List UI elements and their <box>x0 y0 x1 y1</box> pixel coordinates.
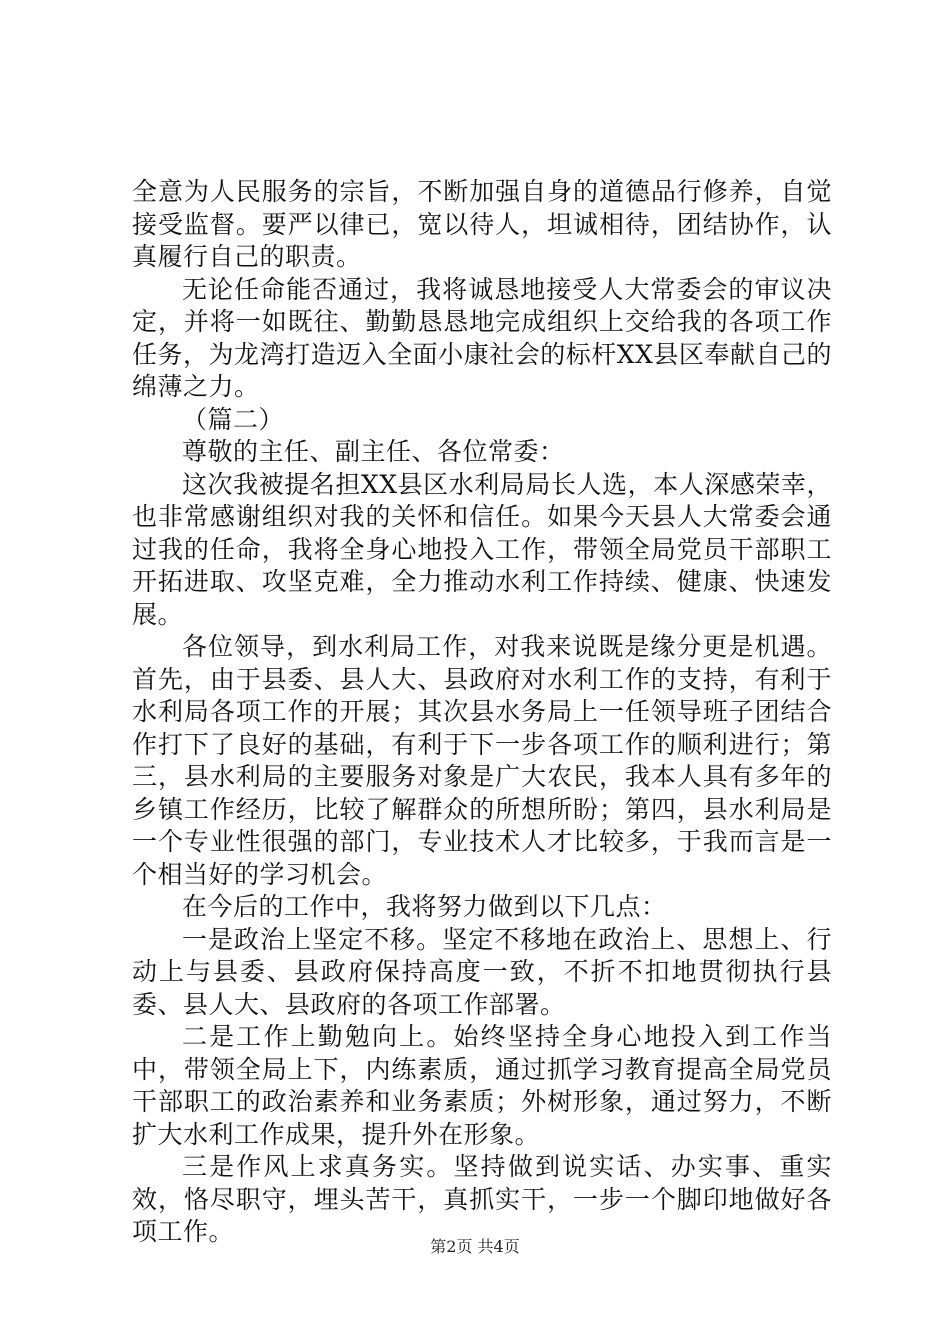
paragraph-appointment-statement: 无论任命能否通过，我将诚恳地接受人大常委会的审议决定，并将一如既往、勤勤恳恳地完成组织上交给我的各项工作任务，为龙湾打造迈入全面小康社会的标杆XX县区奉献自己的绵薄之力。 <box>132 274 832 401</box>
paragraph-intro-points: 在今后的工作中，我将努力做到以下几点： <box>182 892 667 921</box>
paragraph-opportunity: 各位领导，到水利局工作，对我来说既是缘分更是机遇。首先，由于县委、县人大、县政府对水利工作的支持，有利于水利局各项工作的开展；其次县水务局上一任领导班子团结合作打下了良好的基础，有利于下一步各项工作的顺利进行；第三，县水利局的主要服务对象是广大农民，我本人具有多年的乡镇工作经历，比较了解群众的所想所盼；第四，县水利局是一个专业性很强的部门，专业技术人才比较多，于我而言是一个相当好的学习机会。 <box>132 632 832 889</box>
paragraph-point-one: 一是政治上坚定不移。坚定不移地在政治上、思想上、行动上与县委、县政府保持高度一致，不折不扣地贯彻执行县委、县人大、县政府的各项工作部署。 <box>132 924 832 1019</box>
page-number: 第2页 共4页 <box>430 1237 520 1256</box>
section-heading-part-two: （篇二） <box>182 404 285 434</box>
document-body <box>132 176 832 1249</box>
paragraph-continuation: 全意为人民服务的宗旨，不断加强自身的道德品行修养，自觉接受监督。要严以律已，宽以待人，坦诚相待，团结协作，认真履行自己的职责。 <box>132 177 832 271</box>
paragraph-point-two: 二是工作上勤勉向上。始终坚持全身心地投入到工作当中，带领全局上下，内练素质，通过抓学习教育提高全局党员干部职工的政治素养和业务素质；外树形象，通过努力，不断扩大水利工作成果，提升外在形象。 <box>132 1022 832 1149</box>
page-footer <box>0 1234 950 1257</box>
salutation: 尊敬的主任、副主任、各位常委： <box>182 437 565 466</box>
paragraph-nomination: 这次我被提名担XX县区水利局局长人选，本人深感荣幸，也非常感谢组织对我的关怀和信任。如果今天县人大常委会通过我的任命，我将全身心地投入工作，带领全局党员干部职工开拓进取、攻坚克难，全力推动水利工作持续、健康、快速发展。 <box>132 469 832 629</box>
paragraph-point-three: 三是作风上求真务实。坚持做到说实话、办实事、重实效，恪尽职守，埋头苦干，真抓实干，一步一个脚印地做好各项工作。 <box>132 1152 832 1246</box>
